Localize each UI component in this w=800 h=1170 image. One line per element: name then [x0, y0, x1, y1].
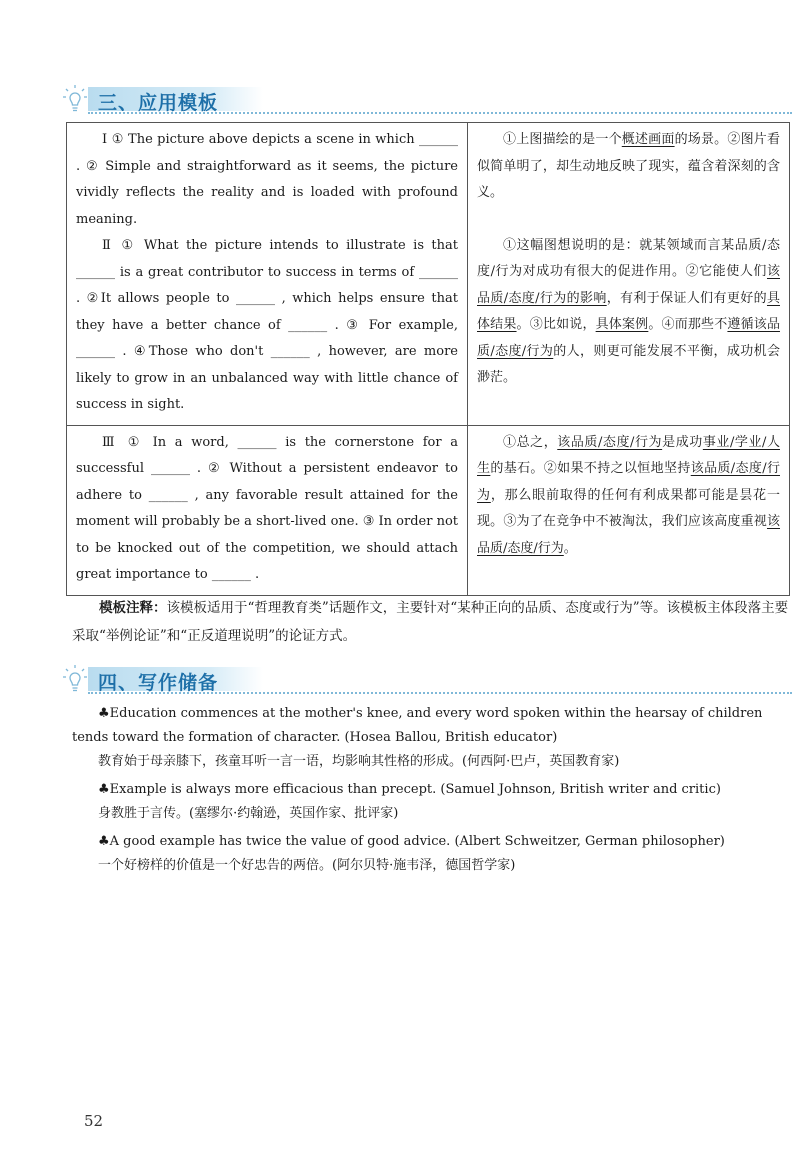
template-para-3-en: Ⅲ ① In a word, ______ is the cornerstone for a successful ______ . ② Without a persistent endeavor to adhere to ______ , any favorable result attained for the moment will probably be a short-lived one. ③ In order not to be knocked out of the competition, we should attach great importance to ______ .	[76, 434, 458, 582]
proverb-text: A good example has twice the value of good advice. (Albert Schweitzer, German philosopher)	[109, 834, 725, 849]
zh-text: 。③比如说，	[516, 317, 596, 332]
section-4-title: 四、写作储备	[98, 672, 219, 694]
proverb-text: Education commences at the mother's knee, and every word spoken within the hearsay of children tends toward the formation of character. (Hosea Ballou, British educator)	[72, 706, 763, 745]
template-table	[66, 122, 790, 596]
proverb-3	[72, 830, 792, 878]
zh-placeholder: 该品质/态度/行为	[477, 461, 780, 503]
proverb-2-zh: 身教胜于言传。(塞缪尔·约翰逊，英国作家、批评家)	[98, 806, 399, 821]
zh-text: 的场景。②图片看似简单明了，却生动地反映了现实，蕴含着深刻的含义。	[477, 132, 780, 200]
lightbulb-icon	[62, 664, 88, 694]
zh-text: ①上图描绘的是一个	[503, 132, 622, 147]
zh-placeholder: 具体结果	[477, 290, 780, 332]
zh-text: ①总之，	[503, 434, 558, 450]
note-text: 该模板适用于“哲理教育类”话题作文，主要针对“某种正向的品质、态度或行为”等。该模板主体段落主要采取“举例论证”和“正反道理说明”的论证方式。	[72, 600, 789, 644]
proverb-1-en	[72, 702, 792, 750]
template-para-1-zh	[477, 127, 780, 207]
proverb-text: Example is always more efficacious than precept. (Samuel Johnson, British writer and critic)	[109, 782, 721, 797]
chinese-translation-cell-2	[468, 425, 790, 595]
template-row-1	[67, 123, 790, 426]
section-3-header	[62, 84, 792, 114]
club-icon: ♣	[98, 706, 110, 721]
zh-text: ，有利于保证人们有更好的	[606, 290, 767, 306]
english-template-cell-1	[67, 123, 468, 426]
zh-text: 是成功	[662, 434, 703, 450]
club-icon: ♣	[98, 834, 110, 849]
template-para-1-en: Ⅰ ① The picture above depicts a scene in which ______ . ② Simple and straightforward as it seems, the picture vividly reflects the reality and is loaded with profound meaning.	[76, 132, 458, 227]
proverb-1	[72, 702, 792, 774]
zh-text: 。	[563, 540, 577, 556]
template-para-2-zh	[477, 233, 780, 392]
english-template-cell-2	[67, 425, 468, 595]
page-number: 52	[84, 1112, 104, 1130]
zh-placeholder: 事业/学业/人生	[477, 434, 780, 476]
chinese-translation-cell-1	[468, 123, 790, 426]
section-3-title: 三、应用模板	[98, 92, 219, 114]
proverb-2-en	[72, 778, 792, 802]
zh-text: ，那么眼前取得的任何有利成果都可能是昙花一现。③为了在竞争中不被淘汰，我们应该高度重视	[477, 487, 780, 529]
zh-placeholder: 遵循该品质/态度/行为	[477, 317, 780, 359]
zh-placeholder: 具体案例	[595, 317, 649, 332]
template-para-3-zh	[477, 430, 780, 563]
zh-placeholder: 该品质/态度/行为	[477, 514, 780, 556]
zh-placeholder: 该品质/态度/行为的影响	[477, 264, 780, 306]
proverb-3-en	[72, 830, 792, 854]
template-row-2	[67, 425, 790, 595]
zh-text: ①这幅图想说明的是：就某领域而言某品质/态度/行为对成功有很大的促进作用。②它能使人们	[477, 237, 780, 279]
zh-placeholder: 该品质/态度/行为	[557, 434, 663, 450]
zh-text: 。④而那些不	[648, 317, 728, 332]
template-note	[72, 594, 792, 650]
lightbulb-icon	[62, 84, 88, 114]
club-icon: ♣	[98, 782, 110, 797]
zh-text: 的基石。②如果不持之以恒地坚持	[490, 461, 691, 476]
proverb-1-zh: 教育始于母亲膝下，孩童耳听一言一语，均影响其性格的形成。(何西阿·巴卢，英国教育家)	[98, 754, 620, 769]
proverb-2	[72, 778, 792, 826]
zh-placeholder: 概述画面	[621, 132, 675, 147]
zh-text: 的人，则更可能发展不平衡，成功机会渺茫。	[477, 343, 780, 385]
section-4-header	[62, 664, 792, 694]
proverb-3-zh: 一个好榜样的价值是一个好忠告的两倍。(阿尔贝特·施韦泽，德国哲学家)	[98, 858, 516, 873]
template-para-2-en: Ⅱ ① What the picture intends to illustrate is that ______ is a great contributor to success in terms of ______ . ②It allows people to ______ , which helps ensure that they have a better chance of ______ . ③ For example, ______ . ④Those who don't ______ , however, are more likely to grow in an unbalanced way with little chance of success in sight.	[76, 238, 458, 412]
note-label: 模板注释：	[99, 600, 167, 616]
